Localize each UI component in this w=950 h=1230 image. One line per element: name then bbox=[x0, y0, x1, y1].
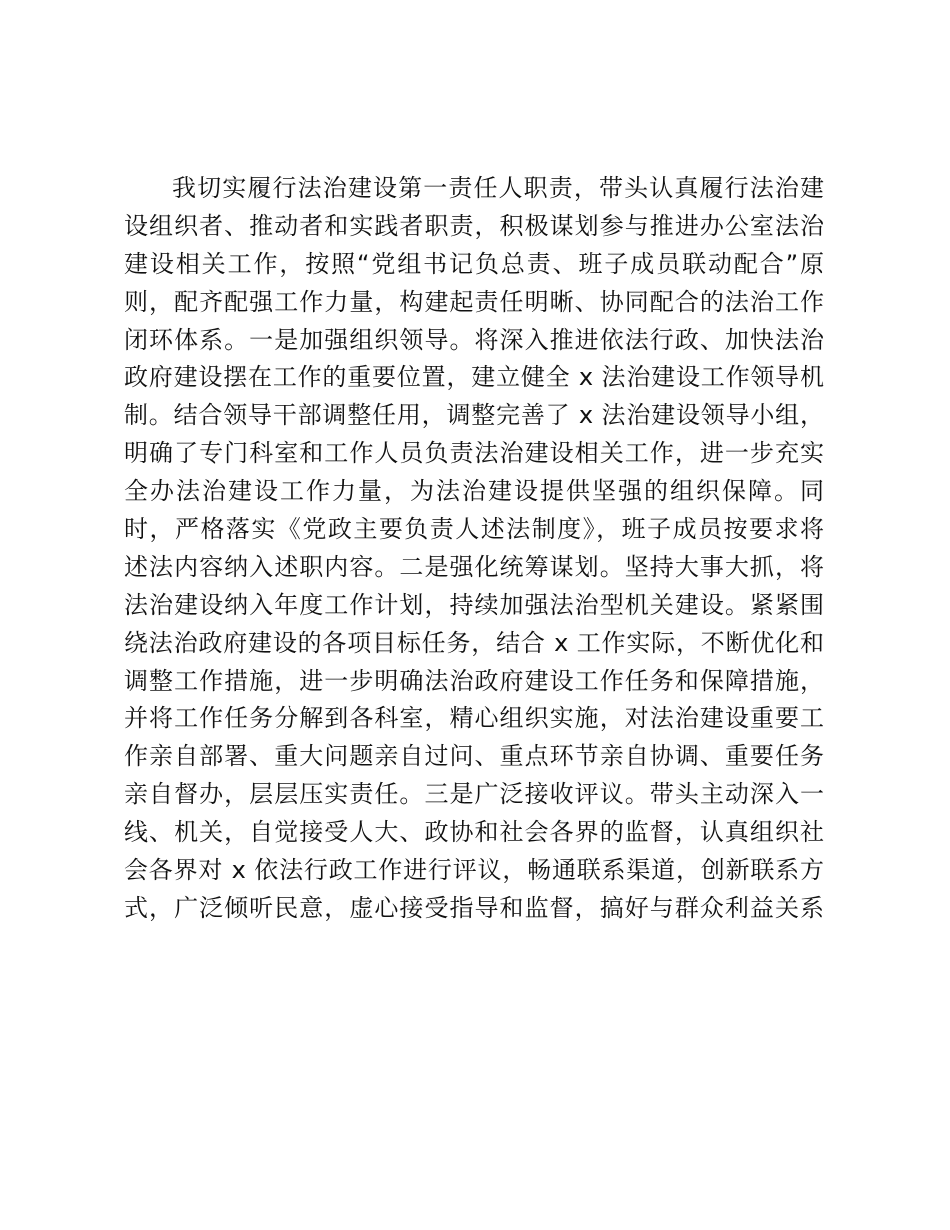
paragraph-line: 设组织者、推动者和实践者职责，积极谋划参与推进办公室法治 bbox=[124, 211, 824, 240]
body-paragraph bbox=[124, 170, 824, 928]
paragraph-line: 线、机关，自觉接受人大、政协和社会各界的监督，认真组织社 bbox=[124, 818, 824, 847]
paragraph-line: 绕法治政府建设的各项目标任务，结合 x 工作实际，不断优化和 bbox=[124, 628, 824, 657]
paragraph-line: 闭环体系。一是加强组织领导。将深入推进依法行政、加快法治 bbox=[124, 325, 824, 354]
paragraph-line: 时，严格落实《党政主要负责人述法制度》，班子成员按要求将 bbox=[124, 515, 824, 544]
paragraph-line: 作亲自部署、重大问题亲自过问、重点环节亲自协调、重要任务 bbox=[124, 742, 824, 771]
paragraph-line: 则，配齐配强工作力量，构建起责任明晰、协同配合的法治工作 bbox=[124, 287, 824, 316]
paragraph-line: 式，广泛倾听民意，虚心接受指导和监督，搞好与群众利益关系 bbox=[124, 893, 824, 922]
paragraph-line: 法治建设纳入年度工作计划，持续加强法治型机关建设。紧紧围 bbox=[124, 590, 824, 619]
paragraph-line: 明确了专门科室和工作人员负责法治建设相关工作，进一步充实 bbox=[124, 439, 824, 468]
paragraph-line: 述法内容纳入述职内容。二是强化统筹谋划。坚持大事大抓，将 bbox=[124, 552, 824, 581]
paragraph-line: 调整工作措施，进一步明确法治政府建设工作任务和保障措施， bbox=[124, 666, 824, 695]
paragraph-line: 全办法治建设工作力量，为法治建设提供坚强的组织保障。同 bbox=[124, 477, 824, 506]
paragraph-line: 亲自督办，层层压实责任。三是广泛接收评议。带头主动深入一 bbox=[124, 780, 824, 809]
paragraph-line: 并将工作任务分解到各科室，精心组织实施，对法治建设重要工 bbox=[124, 704, 824, 733]
paragraph-line: 建设相关工作，按照“党组书记负总责、班子成员联动配合”原 bbox=[124, 249, 824, 278]
paragraph-line: 我切实履行法治建设第一责任人职责，带头认真履行法治建 bbox=[172, 174, 824, 202]
paragraph-line: 制。结合领导干部调整任用，调整完善了 x 法治建设领导小组， bbox=[124, 401, 824, 430]
paragraph-line: 会各界对 x 依法行政工作进行评议，畅通联系渠道，创新联系方 bbox=[124, 856, 824, 885]
paragraph-line: 政府建设摆在工作的重要位置，建立健全 x 法治建设工作领导机 bbox=[124, 363, 824, 392]
